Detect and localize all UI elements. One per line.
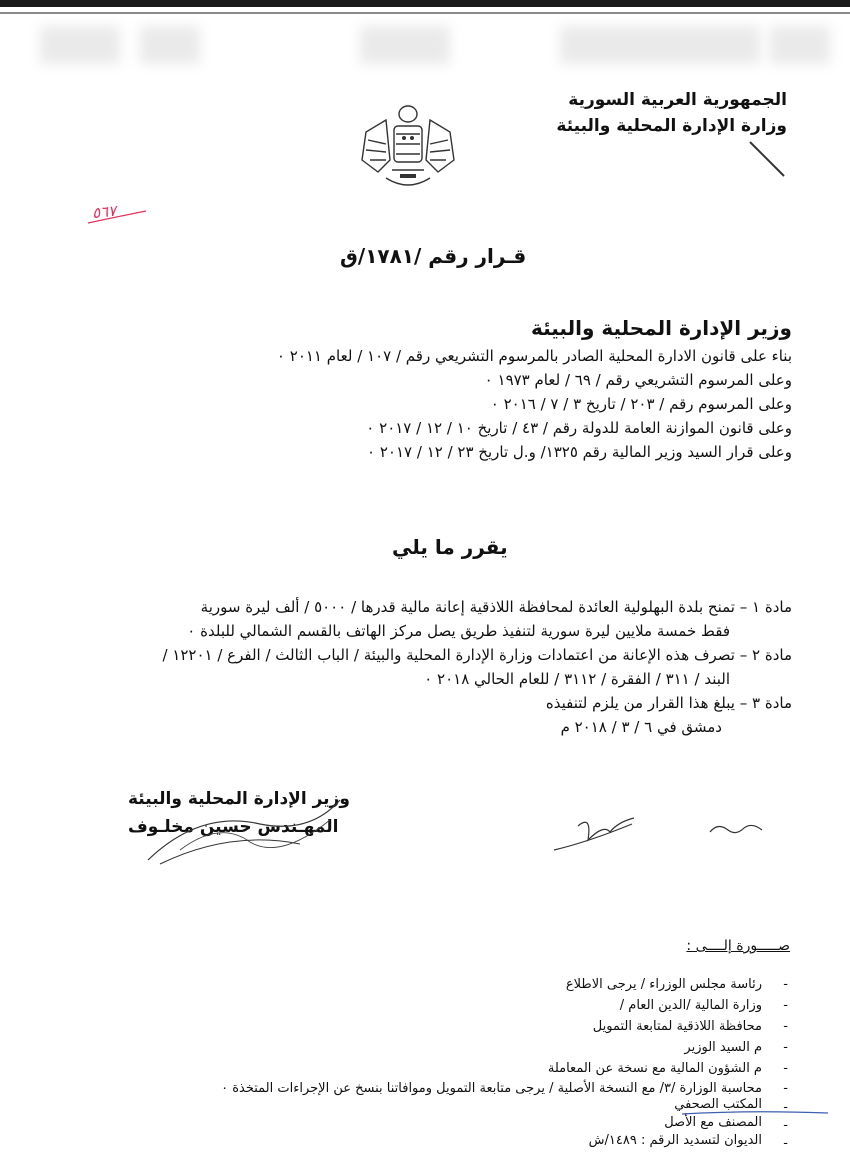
scan-smudge (140, 26, 200, 64)
list-bullet: - (783, 1040, 788, 1055)
article-line: البند / ٣١١ / الفقرة / ٣١١٢ / للعام الحالي ٢٠١٨ ٠ (424, 670, 730, 688)
signature-title: وزير الإدارة المحلية والبيئة (128, 789, 350, 809)
copy-to-item: م السيد الوزير (684, 1040, 762, 1055)
initials-mark (706, 816, 766, 840)
article-line: فقط خمسة ملايين ليرة سورية لتنفيذ طريق يصل مركز الهاتف بالقسم الشمالي للبلدة ٠ (187, 622, 730, 640)
article-line: مادة ٢ – تصرف هذه الإعانة من اعتمادات وزارة الإدارة المحلية والبيئة / الباب الثالث / الفرع / ١٢٢٠١ / (162, 646, 792, 664)
list-bullet: - (783, 1118, 788, 1133)
scan-border-line (0, 12, 850, 14)
date-line: دمشق في ٦ / ٣ / ٢٠١٨ م (560, 718, 722, 736)
minister-heading: وزير الإدارة المحلية والبيئة (530, 316, 792, 340)
preamble-line: وعلى المرسوم التشريعي رقم / ٦٩ / لعام ١٩٧٣ ٠ (484, 371, 792, 389)
scan-smudge (560, 26, 760, 64)
list-bullet: - (783, 1061, 788, 1076)
scan-smudge (360, 26, 450, 64)
copy-to-item: رئاسة مجلس الوزراء / يرجى الاطلاع (565, 977, 762, 992)
copy-to-item: محافظة اللاذقية لمتابعة التمويل (592, 1019, 762, 1034)
list-bullet: - (783, 998, 788, 1013)
article-line: مادة ١ – تمنح بلدة البهلولية العائدة لمحافظة اللاذقية إعانة مالية قدرها / ٥٠٠٠ / ألف ليرة سورية (200, 598, 792, 616)
list-bullet: - (783, 1019, 788, 1034)
copy-to-item: م الشؤون المالية مع نسخة عن المعاملة (547, 1061, 762, 1076)
pen-stroke (746, 138, 790, 182)
article-line: مادة ٣ – يبلغ هذا القرار من يلزم لتنفيذه (545, 694, 792, 712)
preamble-line: وعلى قرار السيد وزير المالية رقم ١٣٢٥/ و.ل تاريخ ٢٣ / ١٢ / ٢٠١٧ ٠ (367, 443, 792, 461)
preamble-line: وعلى قانون الموازنة العامة للدولة رقم / ٤٣ / تاريخ ١٠ / ١٢ / ٢٠١٧ ٠ (366, 419, 792, 437)
decides-heading: يقرر ما يلي (392, 535, 508, 559)
copy-to-item: المصنف مع الأصل (664, 1115, 762, 1130)
scan-smudge (40, 26, 120, 64)
preamble-line: وعلى المرسوم رقم / ٢٠٣ / تاريخ ٣ / ٧ / ٢٠١٦ ٠ (490, 395, 792, 413)
list-bullet: - (783, 1136, 788, 1151)
list-bullet: - (783, 1100, 788, 1115)
signature-scribble (140, 790, 350, 870)
initials-scribble (548, 806, 648, 856)
header-country: الجمهورية العربية السورية (568, 90, 787, 110)
copy-to-item: محاسبة الوزارة /٣/ مع النسخة الأصلية / يرجى متابعة التمويل وموافاتنا بنسخ عن الإجراءات المتخذة ٠ (221, 1081, 762, 1096)
copy-to-heading: صـــــورة إلــــى : (686, 938, 790, 954)
copy-to-item: المكتب الصحفي (674, 1097, 762, 1112)
scan-border-top (0, 0, 850, 7)
handwritten-underline (86, 207, 150, 227)
copy-to-item: الديوان لتسديد الرقم : ١٤٨٩/ش (588, 1133, 762, 1148)
scan-smudge (770, 26, 830, 64)
eagle-emblem-icon (356, 100, 460, 192)
handwritten-number: ٥٦٧ (91, 201, 118, 223)
list-bullet: - (783, 977, 788, 992)
preamble-line: بناء على قانون الادارة المحلية الصادر بالمرسوم التشريعي رقم / ١٠٧ / لعام ٢٠١١ ٠ (276, 347, 792, 365)
copy-to-item: وزارة المالية /الدين العام / (619, 998, 762, 1013)
list-bullet: - (783, 1081, 788, 1096)
signature-name: المهـندس حسين مخلـوف (128, 817, 339, 837)
decision-title: قـرار رقم /١٧٨١/ق (340, 244, 527, 268)
header-ministry: وزارة الإدارة المحلية والبيئة (556, 116, 787, 136)
